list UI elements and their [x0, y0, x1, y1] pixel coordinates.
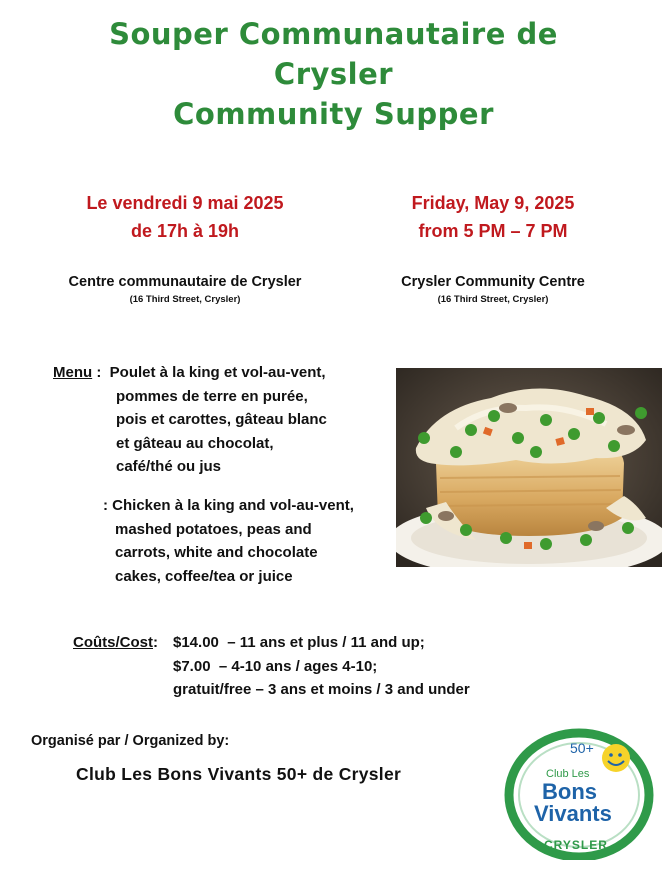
- date-french-time: de 17h à 19h: [130, 221, 240, 241]
- date-english-time: from 5 PM – 7 PM: [418, 221, 568, 241]
- date-french-day: Le vendredi 9 mai 2025: [86, 193, 284, 213]
- menu-fr-line: Poulet à la king et vol-au-vent,: [109, 364, 326, 381]
- cost-label: Coûts/Cost: [73, 634, 153, 651]
- menu-separator: :: [92, 364, 110, 381]
- cost-section: [73, 631, 470, 702]
- date-french: [60, 189, 310, 245]
- cost-row: $7.00 – 4-10 ans / ages 4-10;: [173, 657, 378, 675]
- venue-english-address: (16 Third Street, Crysler): [437, 294, 549, 305]
- date-english-day: Friday, May 9, 2025: [411, 193, 575, 213]
- venue-english: [368, 274, 618, 305]
- menu-en-line: cakes, coffee/tea or juice: [115, 567, 293, 585]
- menu-fr-line: café/thé ou jus: [116, 458, 222, 475]
- logo-age-text: 50+: [570, 740, 594, 756]
- venue-english-name: Crysler Community Centre: [401, 274, 585, 290]
- logo-bons: Bons: [542, 779, 597, 804]
- menu-english: [103, 494, 354, 588]
- title-line-2: Crysler: [273, 57, 394, 91]
- bons-vivants-logo: [504, 725, 654, 860]
- organizer-label: Organisé par / Organized by:: [31, 733, 230, 749]
- menu-fr-line: pois et carottes, gâteau blanc: [116, 411, 327, 428]
- menu-fr-line: pommes de terre en purée,: [116, 387, 308, 405]
- logo-club-les: Club Les: [546, 768, 590, 780]
- cost-separator: :: [153, 634, 158, 651]
- venue-french-address: (16 Third Street, Crysler): [129, 294, 241, 305]
- vol-au-vent-food-photo: [396, 368, 662, 567]
- menu-french: [53, 361, 327, 479]
- menu-en-prefix: :: [103, 497, 113, 514]
- title-line-3: Community Supper: [173, 97, 494, 131]
- venue-french-name: Centre communautaire de Crysler: [68, 274, 302, 290]
- date-english: [368, 189, 618, 245]
- cost-row: gratuit/free – 3 ans et moins / 3 and under: [173, 681, 470, 698]
- logo-town: CRYSLER: [544, 838, 608, 852]
- menu-en-line: Chicken à la king and vol-au-vent,: [112, 497, 354, 514]
- menu-en-line: carrots, white and chocolate: [115, 544, 318, 561]
- club-name: Club Les Bons Vivants 50+ de Crysler: [76, 764, 402, 784]
- menu-label: Menu: [53, 364, 93, 381]
- logo-vivants: Vivants: [534, 801, 612, 826]
- cost-row: $14.00 – 11 ans et plus / 11 and up;: [173, 634, 425, 651]
- menu-fr-line: et gâteau au chocolat,: [116, 434, 274, 452]
- title-line-1: Souper Communautaire de: [109, 17, 558, 51]
- menu-en-line: mashed potatoes, peas and: [115, 520, 312, 538]
- venue-french: [40, 274, 330, 305]
